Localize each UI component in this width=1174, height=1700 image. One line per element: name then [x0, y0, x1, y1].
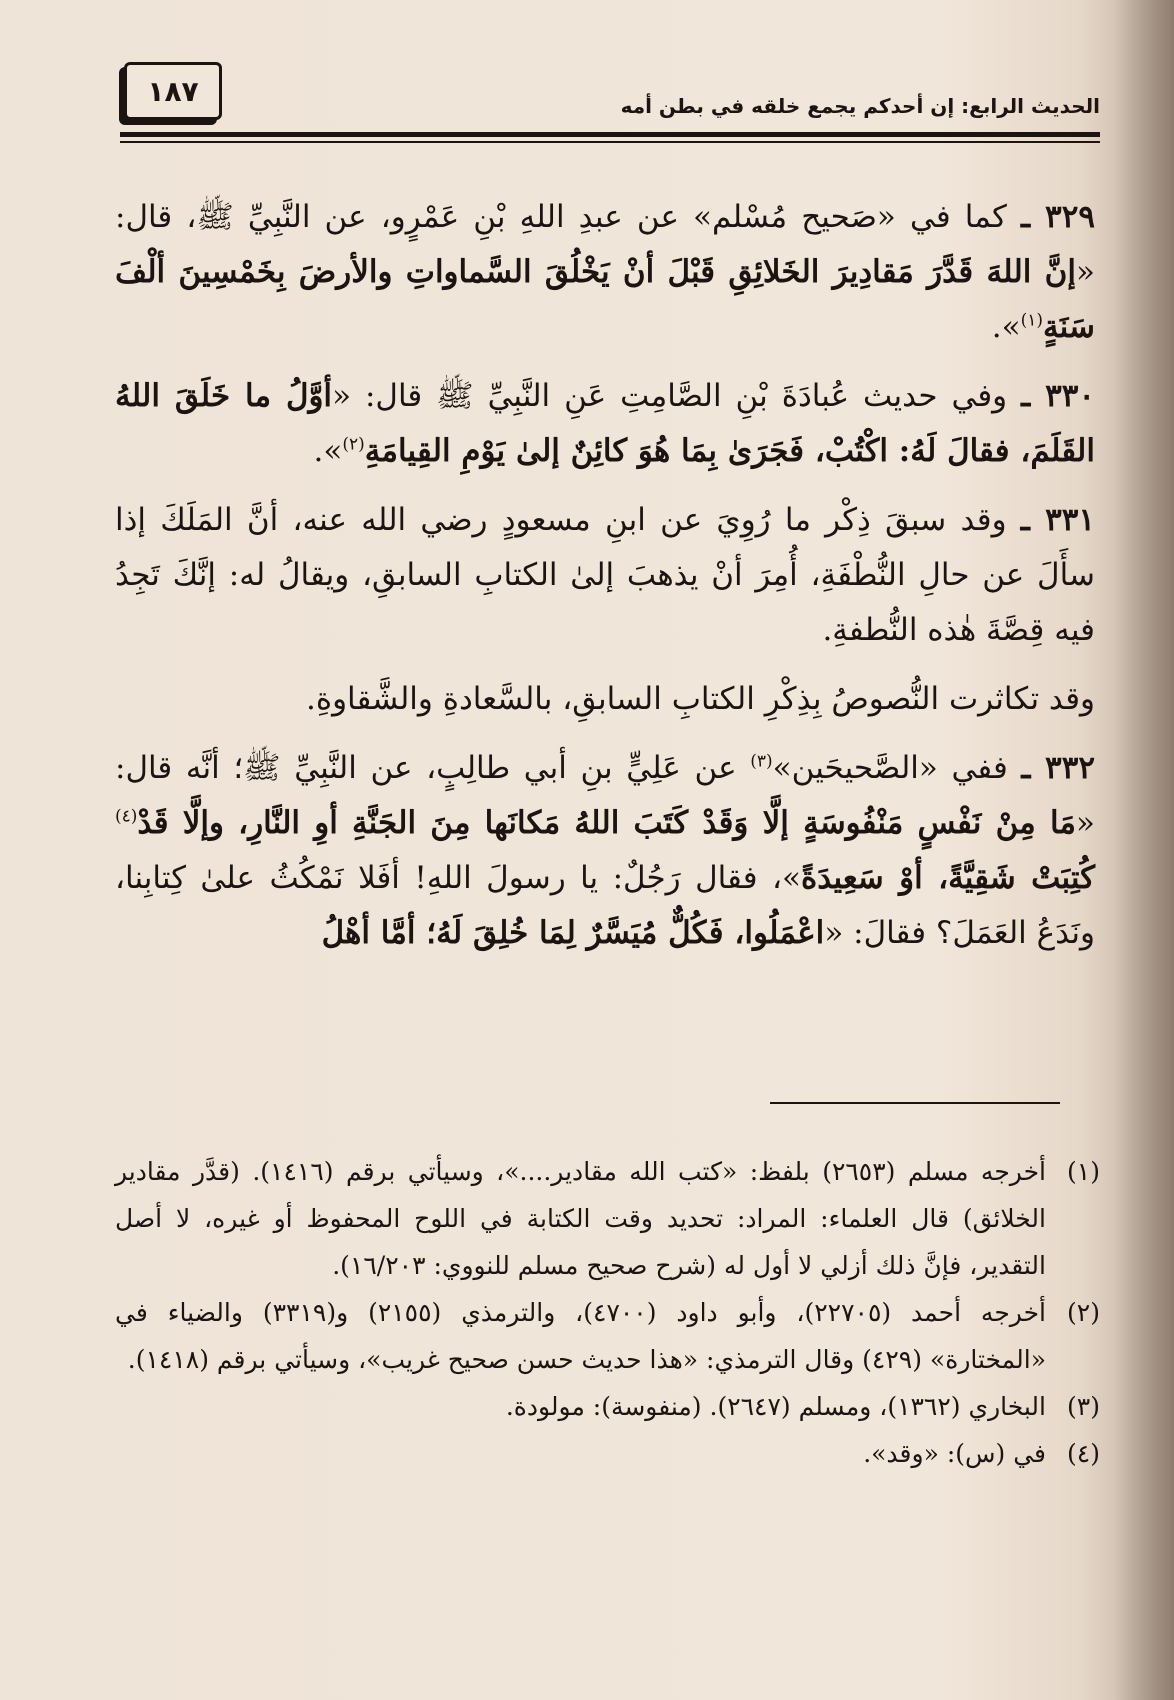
- footnote-3: [115, 1383, 1100, 1430]
- footnote-ref: (٤): [115, 806, 138, 827]
- footnote-2: [115, 1289, 1100, 1383]
- paragraph-text: ».: [991, 309, 1021, 345]
- footnote-text: أخرجه أحمد (٢٢٧٠٥)، وأبو داود (٤٧٠٠)، والترمذي (٢١٥٥) و(٣٣١٩) والضياء في «المختارة» (٤٢٩) وقال الترمذي: «هذا حديث حسن صحيح غريب»، وسيأتي برقم (١٤١٨).: [115, 1298, 1046, 1374]
- paragraph-330: [115, 369, 1095, 479]
- main-text: [115, 190, 1095, 975]
- page-header: [120, 58, 1100, 148]
- page-number: ١٨٧: [147, 74, 199, 108]
- footnote-number: (٣): [1067, 1392, 1100, 1421]
- footnote-ref: (٢): [342, 434, 365, 455]
- paragraph-plain: [115, 672, 1095, 727]
- paragraph-text: ففي «الصَّحيحَين»: [772, 750, 1022, 786]
- paragraph-text: وقد تكاثرت النُّصوصُ بِذِكْرِ الكتابِ السابقِ، بالسَّعادةِ والشَّقاوةِ.: [305, 681, 1095, 717]
- paragraph-329: [115, 190, 1095, 355]
- footnote-text: البخاري (١٣٦٢)، ومسلم (٢٦٤٧). (منفوسة): مولودة.: [505, 1392, 1046, 1421]
- paragraph-text: وقد سبقَ ذِكْر ما رُوِيَ عن ابنِ مسعودٍ رضي الله عنه، أنَّ المَلَكَ إذا سأَلَ عن حالِ النُّطْفَةِ، أُمِرَ أنْ يذهبَ إلىٰ الكتابِ السابقِ، ويقالُ له: إنَّكَ تَجِدُ فيه قِصَّةَ هٰذه النُّطفةِ.: [115, 502, 1095, 648]
- paragraph-text: ».: [313, 433, 343, 469]
- paragraph-text: وفي حديث عُبادَةَ بْنِ الصَّامِتِ عَنِ النَّبِيِّ ﷺ قال: «: [332, 378, 1022, 414]
- paragraph-number: ٣٣٢ ـ: [1021, 750, 1095, 786]
- footnote-separator: [770, 1102, 1060, 1104]
- hadith-quote: كُتِبَتْ شَقِيَّةً، أوْ سَعِيدَةً: [800, 860, 1096, 896]
- hadith-quote: اعْمَلُوا، فَكُلٌّ مُيَسَّرٌ لِمَا خُلِقَ لَهُ؛ أمَّا أهْلُ: [321, 915, 825, 951]
- footnote-number: (١): [1067, 1157, 1100, 1186]
- hadith-quote: مَا مِنْ نَفْسٍ مَنْفُوسَةٍ إلَّا وَقَدْ كَتَبَ اللهُ مَكانَها مِنَ الجَنَّةِ أوِ النَّارِ، وإلَّا قَدْ: [137, 805, 1077, 841]
- header-rule-thin: [120, 141, 1100, 143]
- hadith-quote: إنَّ اللهَ قَدَّرَ مَقادِيرَ الخَلائِقِ قَبْلَ أنْ يَخْلُقَ السَّماواتِ والأرضَ بِخَمْسِينَ ألْفَ سَنَةٍ: [115, 254, 1095, 345]
- running-title: الحديث الرابع: إن أحدكم يجمع خلقه في بطن أمه: [620, 94, 1100, 118]
- footnote-number: (٤): [1067, 1439, 1100, 1468]
- paragraph-text: »، فقال رَجُلٌ: يا رسولَ اللهِ! أفَلا نَمْكُثُ علىٰ كِتابِنا، ونَدَعُ العَمَلَ؟ فقالَ: «: [115, 860, 1095, 951]
- paragraph-331: [115, 493, 1095, 658]
- hadith-quote: أوَّلُ ما خَلَقَ اللهُ القَلَمَ، فقالَ لَهُ: اكْتُبْ، فَجَرَىٰ بِمَا هُوَ كائِنٌ إلىٰ يَوْمِ القِيامَةِ: [115, 378, 1095, 469]
- paragraph-332: [115, 741, 1095, 961]
- footnote-text: أخرجه مسلم (٢٦٥٣) بلفظ: «كتب الله مقادير....»، وسيأتي برقم (١٤١٦). (قدَّر مقادير الخلائق) قال العلماء: المراد: تحديد وقت الكتابة في اللوح المحفوظ أو غيره، لا أصل التقدير، فإنَّ ذلك أزلي لا أول له (شرح صحيح مسلم للنووي: ١٦/٢٠٣).: [115, 1157, 1046, 1280]
- footnote-number: (٢): [1067, 1298, 1100, 1327]
- paragraph-text: كما في «صَحيح مُسْلم» عن عبدِ اللهِ بْنِ عَمْرٍو، عن النَّبِيِّ ﷺ، قال: «: [115, 199, 1095, 290]
- paragraph-number: ٣٣١ ـ: [1020, 502, 1096, 538]
- footnote-ref: (٣): [750, 751, 773, 772]
- page-number-box: [124, 62, 222, 120]
- page-edge-shadow: [1114, 0, 1174, 1700]
- paragraph-text: عن عَلِيٍّ بنِ أبي طالِبٍ، عن النَّبِيِّ ﷺ؛ أنَّه قال: «: [115, 750, 1095, 841]
- footnote-1: [115, 1148, 1100, 1289]
- paragraph-number: ٣٣٠ ـ: [1021, 378, 1096, 414]
- footnote-ref: (١): [1020, 310, 1044, 331]
- footnote-4: [115, 1430, 1100, 1477]
- footnote-text: في (س): «وقد».: [863, 1439, 1046, 1468]
- header-rule-thick: [120, 132, 1100, 137]
- paragraph-number: ٣٢٩ ـ: [1020, 199, 1095, 235]
- footnotes: [115, 1148, 1100, 1477]
